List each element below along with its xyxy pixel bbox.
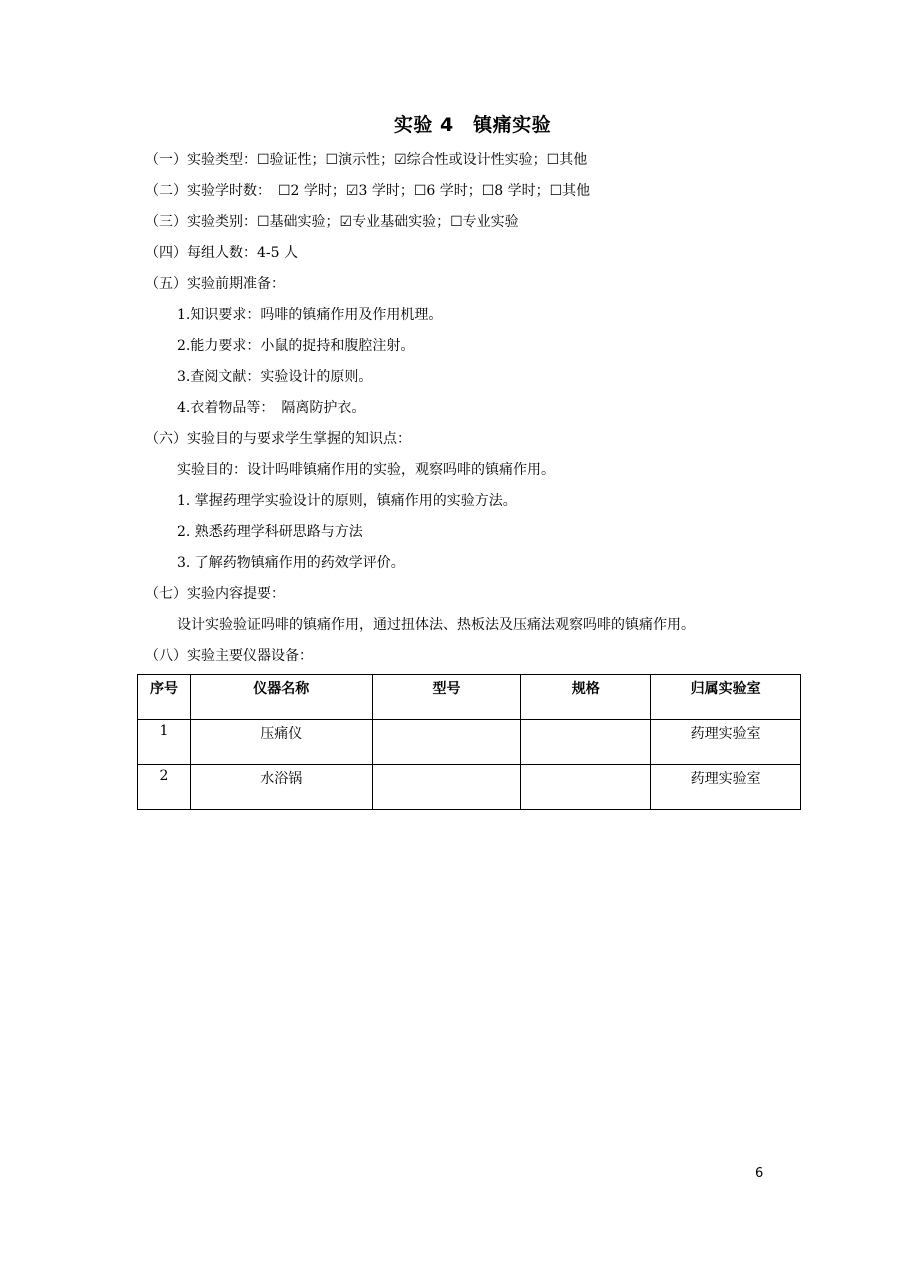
cell-name: 压痛仪 <box>190 720 372 765</box>
table-header-row <box>138 675 801 720</box>
header-lab: 归属实验室 <box>651 675 801 720</box>
cell-name: 水浴锅 <box>190 765 372 810</box>
content-heading: （七）实验内容提要： <box>145 586 285 602</box>
table-row <box>138 720 801 765</box>
cell-spec <box>521 765 651 810</box>
experiment-category-line: （三）实验类别：☐基础实验；☑专业基础实验；☐专业实验 <box>145 214 519 230</box>
page-title: 实验 4 镇痛实验 <box>393 114 552 136</box>
goal-item-understand: 3. 了解药物镇痛作用的药效学评价。 <box>177 555 405 571</box>
goal-item-familiar: 2. 熟悉药理学科研思路与方法 <box>177 524 363 540</box>
content-body: 设计实验验证吗啡的镇痛作用，通过扭体法、热板法及压痛法观察吗啡的镇痛作用。 <box>177 617 695 633</box>
header-model: 型号 <box>372 675 521 720</box>
cell-model <box>372 720 521 765</box>
goal-item-master: 1. 掌握药理学实验设计的原则，镇痛作用的实验方法。 <box>177 493 517 509</box>
cell-index: 1 <box>138 720 191 765</box>
prep-item-literature: 3.查阅文献：实验设计的原则。 <box>177 369 373 385</box>
group-size-line: （四）每组人数：4-5 人 <box>145 245 298 261</box>
header-spec: 规格 <box>521 675 651 720</box>
experiment-hours-line: （二）实验学时数： ☐2 学时；☑3 学时；☐6 学时；☐8 学时；☐其他 <box>145 183 591 199</box>
equipment-heading: （八）实验主要仪器设备： <box>145 648 313 664</box>
goal-intro: 实验目的：设计吗啡镇痛作用的实验，观察吗啡的镇痛作用。 <box>177 462 555 478</box>
cell-lab: 药理实验室 <box>651 720 801 765</box>
cell-lab: 药理实验室 <box>651 765 801 810</box>
prep-item-knowledge: 1.知识要求：吗啡的镇痛作用及作用机理。 <box>177 307 443 323</box>
cell-model <box>372 765 521 810</box>
prep-item-clothing: 4.衣着物品等： 隔离防护衣。 <box>177 400 366 416</box>
table-row <box>138 765 801 810</box>
header-index: 序号 <box>138 675 191 720</box>
page-number: 6 <box>755 1166 764 1181</box>
experiment-type-line: （一）实验类型：☐验证性；☐演示性；☑综合性或设计性实验；☐其他 <box>145 152 588 168</box>
cell-spec <box>521 720 651 765</box>
prep-item-ability: 2.能力要求：小鼠的捉持和腹腔注射。 <box>177 338 415 354</box>
cell-index: 2 <box>138 765 191 810</box>
prep-heading: （五）实验前期准备： <box>145 276 285 292</box>
equipment-table <box>137 674 801 810</box>
goals-heading: （六）实验目的与要求学生掌握的知识点： <box>145 431 411 447</box>
header-name: 仪器名称 <box>190 675 372 720</box>
